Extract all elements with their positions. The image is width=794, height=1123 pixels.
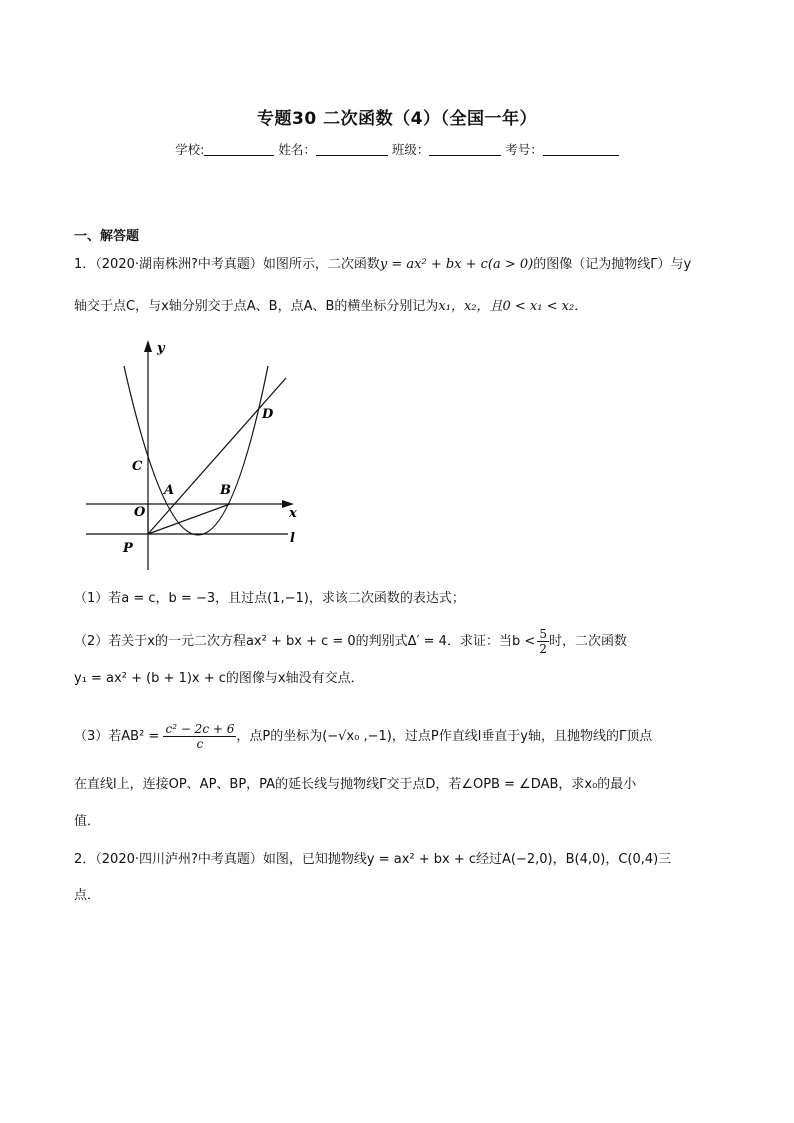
q1-part3-line3: 值． [74, 814, 101, 829]
q1-part3-fraction [163, 722, 236, 751]
label-l: l [290, 531, 295, 546]
student-info-row [0, 140, 794, 158]
q1-part3-text: （3）若AB² = [74, 729, 160, 744]
q1-part2-line1 [74, 627, 627, 656]
q1-part2-text: （2）若关于x的一元二次方程ax² + bx + c = 0的判别式Δ′ = 4．求证：当b < [74, 634, 536, 649]
parabola-figure [78, 336, 310, 576]
q2-line1: 2．（2020·四川泸州?中考真题）如图，已知抛物线y = ax² + bx + c经过A(−2,0)，B(4,0)，C(0,4)三 [74, 852, 672, 867]
q1-x1x2: x₁，x₂，且0 < x₁ < x₂． [438, 299, 588, 314]
q1-part3-line1 [74, 722, 652, 751]
q1-function: y = ax² + bx + c(a > 0) [379, 257, 534, 272]
line-pb [148, 504, 230, 534]
q1-part2-fraction [537, 627, 549, 656]
label-p: P [123, 541, 133, 556]
exam-number-label: 考号： [505, 142, 543, 157]
q1-part1: （1）若a = c，b = −3，且过点(1,−1)，求该二次函数的表达式； [74, 591, 465, 606]
q1-part3-line2: 在直线l上，连接OP、AP、BP，PA的延长线与抛物线Γ交于点D，若∠OPB = ∠DAB，求x₀的最小 [74, 777, 637, 792]
q1-line1 [74, 257, 691, 273]
q1-part2-line2: y₁ = ax² + (b + 1)x + c的图像与x轴没有交点． [74, 671, 364, 686]
label-d: D [262, 407, 274, 422]
school-blank [204, 143, 274, 156]
section-title: 一、解答题 [74, 229, 140, 244]
name-blank [316, 143, 388, 156]
line-pd [148, 378, 286, 534]
fraction-numerator: c² − 2c + 6 [165, 722, 235, 736]
school-label: 学校: [175, 142, 205, 157]
q1-line2 [74, 299, 587, 315]
parabola-gamma [124, 366, 268, 535]
y-axis-arrow [144, 340, 152, 352]
q1-line2-text: 轴交于点C，与x轴分别交于点A、B，点A、B的横坐标分别记为 [74, 299, 439, 314]
class-blank [429, 143, 501, 156]
label-o: O [134, 505, 146, 520]
exam-number-blank [543, 143, 619, 156]
label-c: C [132, 459, 143, 474]
fraction-numerator: 5 [539, 627, 548, 641]
fraction-denominator: c [196, 737, 204, 751]
q1-line1-tail: 的图像（记为抛物线Γ）与y [533, 257, 692, 272]
q2-line2: 点． [74, 888, 101, 903]
q1-part2-tail: 时，二次函数 [549, 634, 628, 649]
name-label: 姓名： [278, 142, 316, 157]
class-label: 班级： [391, 142, 430, 157]
fraction-denominator: 2 [539, 642, 548, 656]
label-b: B [220, 483, 231, 498]
page-title: 专题30 二次函数（4）（全国一年） [257, 109, 537, 129]
label-y: y [157, 341, 165, 356]
q1-part3-tail: ，点P的坐标为(−√x₀ ,−1)，过点P作直线l垂直于y轴，且抛物线的Γ顶点 [236, 729, 653, 744]
label-x: x [289, 506, 297, 521]
q1-prefix: 1．（2020·湖南株洲?中考真题）如图所示，二次函数 [74, 257, 380, 272]
label-a: A [164, 483, 175, 498]
